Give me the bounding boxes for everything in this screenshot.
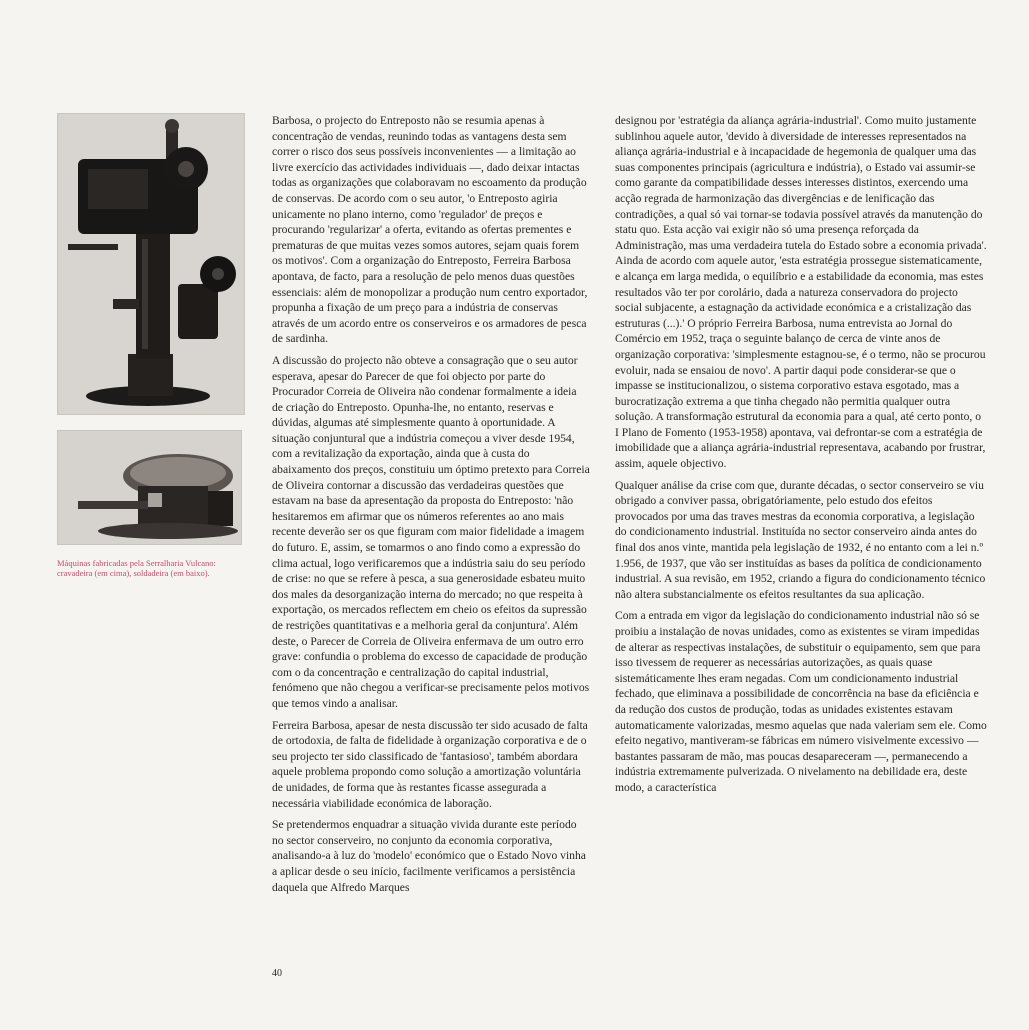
paragraph: Com a entrada em vigor da legislação do condicionamento industrial não só se proibiu a instalação de novas unidades, como as existentes se viram impedidas de alterar as respectivas instalações, de substituir o equipamento, sem que para isso tivessem de requerer as necessárias autorizações, as quais quase sistemáticamente lhes eram negadas. Com um condicionamento industrial fechado, que eliminava a possibilidade de concorrência na base da eficiência e da redução dos custos de produção, todas as unidades existentes estavam automaticamente valorizadas, mesmo aquelas que nada valeriam sem ele. Como efeito negativo, mantiveram-se fábricas em número visivelmente excessivo — bastantes passaram de mão, mas poucas desapareceram —, permanecendo a indústria extremamente pulverizada. O nivelamento na debilidade era, deste modo, a característica: [615, 609, 987, 794]
machine-photo-bottom: [57, 430, 242, 545]
text-column-middle: [272, 113, 590, 901]
paragraph: Ferreira Barbosa, apesar de nesta discussão ter sido acusado de falta de ortodoxia, de falta de fidelidade à organização corporativa e de o seu projecto ter sido classificado de 'fantasioso', também abordara aquele problema propondo como solução a amortização voluntária de unidades, de forma que às restantes ficasse assegurada a necessária viabilidade económica de laboração.: [272, 718, 588, 810]
page-number: 40: [272, 968, 282, 979]
soldadeira-machine-illustration: [58, 431, 241, 544]
paragraph: Qualquer análise da crise com que, durante décadas, o sector conserveiro se viu obrigado a conviver passa, obrigatóriamente, pelo estudo dos efeitos provocados por uma das traves mestras da economia corporativa, a legislação do condicionamento industrial. Instituída no sector conserveiro ainda antes do final dos anos vinte, mantida pela legislação de 1932, é no entanto com a lei n.º 1.956, de 1937, que vão ser instituídas as bases da política de condicionamento industrial. A sua revisão, em 1952, criando a figura do condicionamento técnico não altera substancialmente os efeitos resultantes da sua aplicação.: [615, 478, 986, 601]
paragraph: Barbosa, o projecto do Entreposto não se resumia apenas à concentração de vendas, reunindo todas as vantagens desta sem correr o risco dos seus possíveis inconvenientes — a limitação ao livre exercício das actividades individuais —, dado deixar intactas todas as organizações que colaboravam no escoamento da produção de conservas. De acordo com o seu autor, 'o Entreposto agiria unicamente no plano interno, como 'regulador' de preços e procurando 'regularizar' a oferta, evitando as ofertas prementes e prematuras de que muitas vezes somos autores, sejam quais forem os motivos'. Com a organização do Entreposto, Ferreira Barbosa apontava, de facto, para a resolução de pelo menos duas questões essenciais: além de monopolizar a produção num centro exportador, propunha a fixação de um preço para a indústria de conservas através de um acordo entre os conserveiros e os armadores de pesca de sardinha.: [272, 114, 588, 346]
figure-caption: Máquinas fabricadas pela Serralharia Vulcano: cravadeira (em cima), soldadeira (em baixo).: [57, 558, 216, 578]
machine-photo-top: [57, 113, 245, 415]
paragraph: Se pretendermos enquadrar a situação vivida durante este período no sector conserveiro, no conjunto da economia corporativa, analisando-a à luz do 'modelo' económico que o Estado Novo vinha a aplicar desde o seu início, facilmente verificamos a persistência daquela que Alfredo Marques: [272, 818, 586, 894]
paragraph: designou por 'estratégia da aliança agrária-industrial'. Como muito justamente sublinhou aquele autor, 'devido à diversidade de interesses representados na aliança agrária-industrial e à incapacidade de hegemonia de qualquer uma das suas componentes principais (agricultura e indústria), o Estado vai assumir-se como garante da compatibilidade desses interesses distintos, exercendo uma acção regrada de harmonização das divergências e de lenificação das contradições, a qual só vai tornar-se todavia possível através da manutenção do statu quo. Esta acção vai exigir não só uma presença reforçada da Administração, mas uma verdadeira tutela do Estado sobre a economia privada'. Ainda de acordo com aquele autor, 'esta estratégia prossegue sistematicamente, e alcança em larga medida, o equilíbrio e a estabilidade da economia, mas estes resultados vão ter por corolário, dada a natureza conservadora do projecto social subjacente, a estagnação da actividade económica e a cristalização das estruturas (...).' O próprio Ferreira Barbosa, numa entrevista ao Jornal do Comércio em 1952, traça o seguinte balanço de cerca de vinte anos de organização corporativa: 'simplesmente estagnou-se, é o termo, não se procurou evoluir, nada se ensaiou de novo'. A partir daqui pode considerar-se que o impasse se institucionalizou, o sistema corporativo estava esgotado, mas a burocratização extrema a que tinha chegado não permitia qualquer outra solução. A transformação estrutural da economia para a qual, até certo ponto, o I Plano de Fomento (1953-1958) apontava, vai defrontar-se com a estratégia de imobilidade que a aliança agrária-industrial representava, acabando por frustrar, assim, aquele objectivo.: [615, 114, 987, 471]
paragraph: A discussão do projecto não obteve a consagração que o seu autor esperava, apesar do Parecer de que foi objecto por parte do Procurador Correia de Oliveira não condenar formalmente a ideia de criação do Entreposto. Opunha-lhe, no entanto, reservas e dúvidas, algumas até simplesmente quanto à oportunidade. A situação conjuntural que a indústria começou a viver desde 1954, com a revitalização da exportação, ainda que à custa do abaixamento dos preços, constituiu um óptimo pretexto para Correia de Oliveira contornar a discussão das verdadeiras questões que estavam na base da apresentação da proposta do Entreposto: 'não hesitaremos em afirmar que os números referentes ao ano mais recente deverão ser os que figuram com maior fidelidade a imagem do futuro. E, assim, se tomarmos o ano findo como a expressão do clima actual, logo verificaremos que a indústria saiu do seu período de crise: no que se refere à pesca, a sua generosidade esbateu muito dos males da desorganização interna do mercado; no que respeita à exportação, os mercados reflectem em cheio os efeitos da supressão de restrições quantitativas e a melhoria geral da conjuntura'. Além deste, o Parecer de Correia de Oliveira enfermava de um outro erro grave: confundia o problema do excesso de capacidade de produção com o da concentração e centralização do capital industrial, fenómeno que não chegou a verificar-se precisamente pelos motivos que temos vindo a analisar.: [272, 353, 590, 710]
cravadeira-machine-illustration: [58, 114, 244, 414]
text-column-right: [615, 113, 987, 802]
